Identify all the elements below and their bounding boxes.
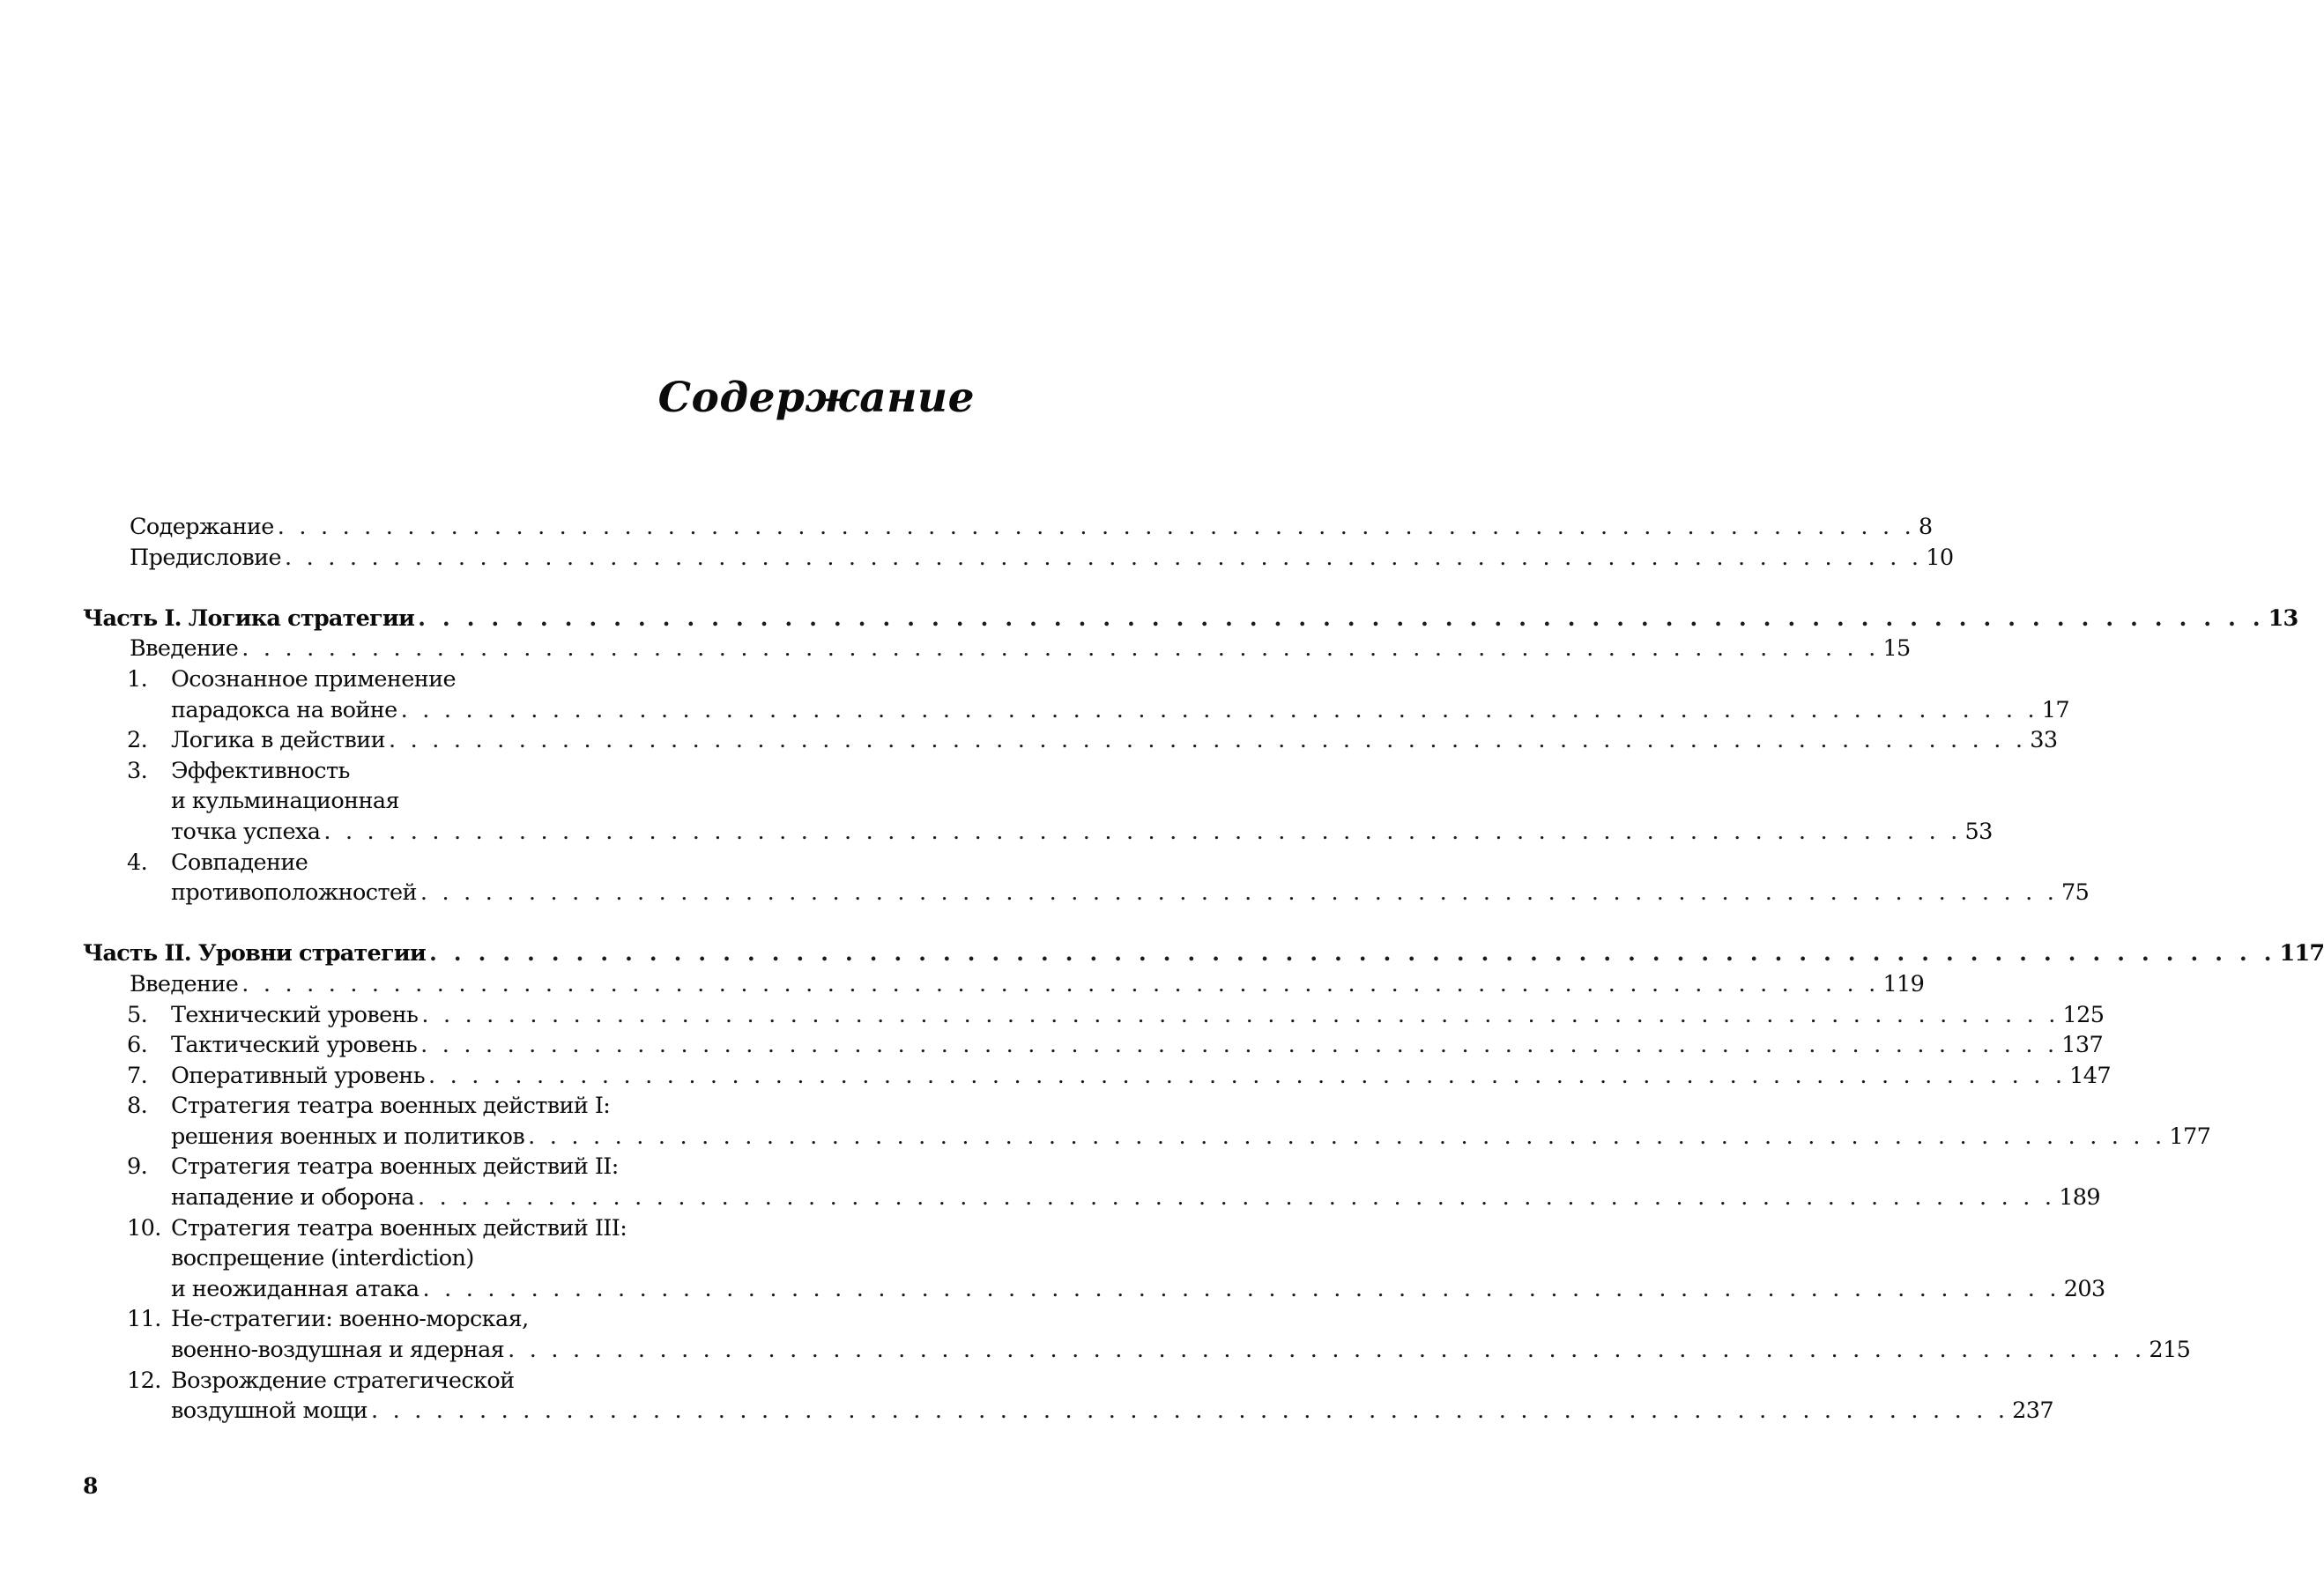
dot-leader: . . . . . . . . . . . . . . . . . . . . . . . . . . . . . . . . . . . . . . . . . . . . . . . . . . . . . . . . . . . . . . . . . . . . . . . . . . . . (418, 1184, 2056, 1212)
dot-leader: . . . . . . . . . . . . . . . . . . . . . . . . . . . . . . . . . . . . . . . . . . . . . . . . . . . . . . . . . . . . . . . . . . . . . . . . . . . . (422, 1275, 2060, 1302)
toc-entry (83, 1030, 2104, 1061)
toc-entry (83, 1274, 2105, 1305)
table-of-contents (83, 512, 2324, 1427)
toc-entry (83, 634, 1911, 664)
toc-entry (83, 1366, 975, 1397)
toc-entry (83, 1213, 975, 1244)
dot-leader: . . . . . . . . . . . . . . . . . . . . . . . . . . . . . . . . . . . . . . . . . . . . . . . . . . . . . . . . . . . . . . . . . . . . . . . . . . . . (277, 514, 1915, 540)
toc-entry (83, 1396, 2054, 1427)
page-number: 8 (83, 1473, 99, 1499)
entry-title: решения военных и политиков (171, 1123, 525, 1150)
entry-title: противоположностей (171, 879, 417, 907)
dot-leader: . . . . . . . . . . . . . . . . . . . . . . . . . . . . . . . . . . . . . . . . . . . . . . . . . . . . . . . . . . . . . . . . . . . . . . . . . . . . (427, 1062, 2067, 1089)
entry-title: Введение (130, 635, 239, 663)
entry-title: Возрождение стратегической (171, 1367, 515, 1394)
chapter-number: 12. (127, 1367, 161, 1394)
entry-title: нападение и оборона (171, 1184, 415, 1212)
toc-entry (83, 1243, 975, 1274)
entry-title: Стратегия театра военных действий II: (171, 1153, 619, 1181)
entry-title: Содержание (130, 514, 274, 540)
toc-entry (83, 1304, 975, 1335)
chapter-number: 6. (127, 1032, 148, 1059)
chapter-number: 5. (127, 1001, 148, 1028)
chapter-number: 3. (127, 757, 148, 784)
chapter-number: 1. (127, 665, 148, 693)
entry-page-number: 147 (2069, 1062, 2112, 1089)
entry-page-number: 119 (1882, 970, 1925, 997)
toc-entry (83, 725, 2058, 756)
entry-title: точка успеха (171, 818, 321, 845)
dot-leader: . . . . . . . . . . . . . . . . . . . . . . . . . . . . . . . . . . . . . . . . . . . . . . . . . . . . . . . . . . . . . . . . . . . . . . . . . . . . (420, 1032, 2059, 1059)
entry-title: и кульминационная (171, 788, 399, 815)
entry-title: военно-воздушная и ядерная (171, 1337, 505, 1364)
chapter-number: 9. (127, 1153, 148, 1181)
entry-title: Не-стратегии: военно-морская, (171, 1306, 529, 1333)
toc-part-heading (83, 938, 2324, 969)
entry-page-number: 177 (2169, 1123, 2211, 1150)
toc-entry (83, 695, 2070, 726)
entry-title: Совпадение (171, 849, 308, 876)
dot-leader: . . . . . . . . . . . . . . . . . . . . . . . . . . . . . . . . . . . . . . . . . . . . . . . . . . . . . . . . . . . . . . . . . . . . . . . . . . . . (241, 635, 1880, 663)
entry-title: Технический уровень (171, 1001, 419, 1028)
dot-leader: . . . . . . . . . . . . . . . . . . . . . . . . . . . . . . . . . . . . . . . . . . . . . . . . . . . . . . . . . . . . . . . . . . . . . . . . . . . . (400, 696, 2038, 723)
entry-page-number: 8 (1918, 514, 1933, 540)
entry-page-number: 203 (2063, 1275, 2105, 1302)
toc-entry (83, 1000, 2105, 1031)
entry-title: Введение (130, 970, 239, 997)
toc-entry (83, 543, 1954, 574)
dot-leader: . . . . . . . . . . . . . . . . . . . . . . . . . . . . . . . . . . . . . . . . . . . . . . . . . . . . . . . . . . . . . . . . . . . . . . . . . . . . (323, 818, 1962, 845)
dot-leader: . . . . . . . . . . . . . . . . . . . . . . . . . . . . . . . . . . . . . . . . . . . . . . . . . . . . . . . . . . . . . . . . . . . . . . . . . . . . (389, 727, 2027, 754)
chapter-number: 11. (127, 1306, 161, 1333)
entry-title: Часть I. Логика стратегии (83, 604, 415, 632)
entry-title: и неожиданная атака (171, 1275, 420, 1302)
entry-page-number: 13 (2268, 604, 2298, 632)
toc-entry (83, 756, 975, 787)
entry-title: Эффективность (171, 757, 350, 784)
toc-entry (83, 848, 975, 878)
dot-leader: . . . . . . . . . . . . . . . . . . . . . . . . . . . . . . . . . . . . . . . . . . . . . . . . . . . . . . . . . . . . . . . . . . . . . . . . . . . . (420, 879, 2059, 907)
chapter-number: 8. (127, 1093, 148, 1120)
dot-leader: . . . . . . . . . . . . . . . . . . . . . . . . . . . . . . . . . . . . . . . . . . . . . . . . . . . . . . . . . . . . . . . . . . . . . . . . . . . . (528, 1123, 2166, 1150)
entry-page-number: 237 (2012, 1397, 2054, 1425)
entry-title: Часть II. Уровни стратегии (83, 940, 426, 967)
dot-leader: . . . . . . . . . . . . . . . . . . . . . . . . . . . . . . . . . . . . . . . . . . . . . . . . . . . . . . . . . . . . . . . . . . . . . . . . . . . . (241, 970, 1880, 997)
entry-page-number: 17 (2041, 696, 2070, 723)
entry-title: воздушной мощи (171, 1397, 368, 1425)
toc-entry (83, 1152, 975, 1182)
page-title: Содержание (657, 374, 975, 422)
entry-page-number: 75 (2061, 879, 2090, 907)
entry-page-number: 10 (1926, 544, 1954, 571)
toc-entry (83, 1335, 2191, 1366)
toc-entry (83, 817, 1993, 848)
toc-part-heading (83, 604, 2298, 634)
toc-entry (83, 1182, 2101, 1213)
entry-title: Стратегия театра военных действий III: (171, 1214, 627, 1242)
entry-page-number: 117 (2279, 940, 2324, 967)
toc-entry (83, 1091, 975, 1122)
toc-entry (83, 512, 1933, 543)
toc-entry (83, 786, 975, 817)
chapter-number: 4. (127, 849, 148, 876)
toc-entry (83, 1122, 2211, 1153)
entry-page-number: 189 (2059, 1184, 2101, 1212)
entry-page-number: 125 (2062, 1001, 2105, 1028)
entry-title: парадокса на войне (171, 696, 397, 723)
entry-title: воспрещение (interdiction) (171, 1245, 474, 1272)
entry-page-number: 215 (2149, 1337, 2191, 1364)
chapter-number: 7. (127, 1062, 148, 1089)
chapter-number: 10. (127, 1214, 161, 1242)
dot-leader: . . . . . . . . . . . . . . . . . . . . . . . . . . . . . . . . . . . . . . . . . . . . . . . . . . . . . . . . . . . . . . . . . . . . . . . . . . . . (508, 1337, 2146, 1364)
entry-title: Тактический уровень (171, 1032, 418, 1059)
chapter-number: 2. (127, 727, 148, 754)
entry-page-number: 15 (1882, 635, 1911, 663)
entry-page-number: 137 (2061, 1032, 2104, 1059)
toc-entry (83, 1061, 2112, 1092)
dot-leader: . . . . . . . . . . . . . . . . . . . . . . . . . . . . . . . . . . . . . . . . . . . . . . . . . . . . . . . . . . . . . . . . . . . . . . . . . . . . (418, 604, 2265, 632)
entry-title: Осознанное применение (171, 665, 456, 693)
dot-leader: . . . . . . . . . . . . . . . . . . . . . . . . . . . . . . . . . . . . . . . . . . . . . . . . . . . . . . . . . . . . . . . . . . . . . . . . . . . . (285, 544, 1923, 571)
dot-leader: . . . . . . . . . . . . . . . . . . . . . . . . . . . . . . . . . . . . . . . . . . . . . . . . . . . . . . . . . . . . . . . . . . . . . . . . . . . . (370, 1397, 2009, 1425)
entry-title: Оперативный уровень (171, 1062, 425, 1089)
toc-entry (83, 969, 1925, 1000)
entry-page-number: 53 (1964, 818, 1993, 845)
entry-title: Логика в действии (171, 727, 386, 754)
entry-title: Предисловие (130, 544, 282, 571)
toc-entry (83, 878, 2090, 908)
entry-page-number: 33 (2030, 727, 2058, 754)
dot-leader: . . . . . . . . . . . . . . . . . . . . . . . . . . . . . . . . . . . . . . . . . . . . . . . . . . . . . . . . . . . . . . . . . . . . . . . . . . . . (429, 940, 2276, 967)
entry-title: Стратегия театра военных действий I: (171, 1093, 611, 1120)
toc-entry (83, 664, 975, 695)
dot-leader: . . . . . . . . . . . . . . . . . . . . . . . . . . . . . . . . . . . . . . . . . . . . . . . . . . . . . . . . . . . . . . . . . . . . . . . . . . . . (421, 1001, 2060, 1028)
